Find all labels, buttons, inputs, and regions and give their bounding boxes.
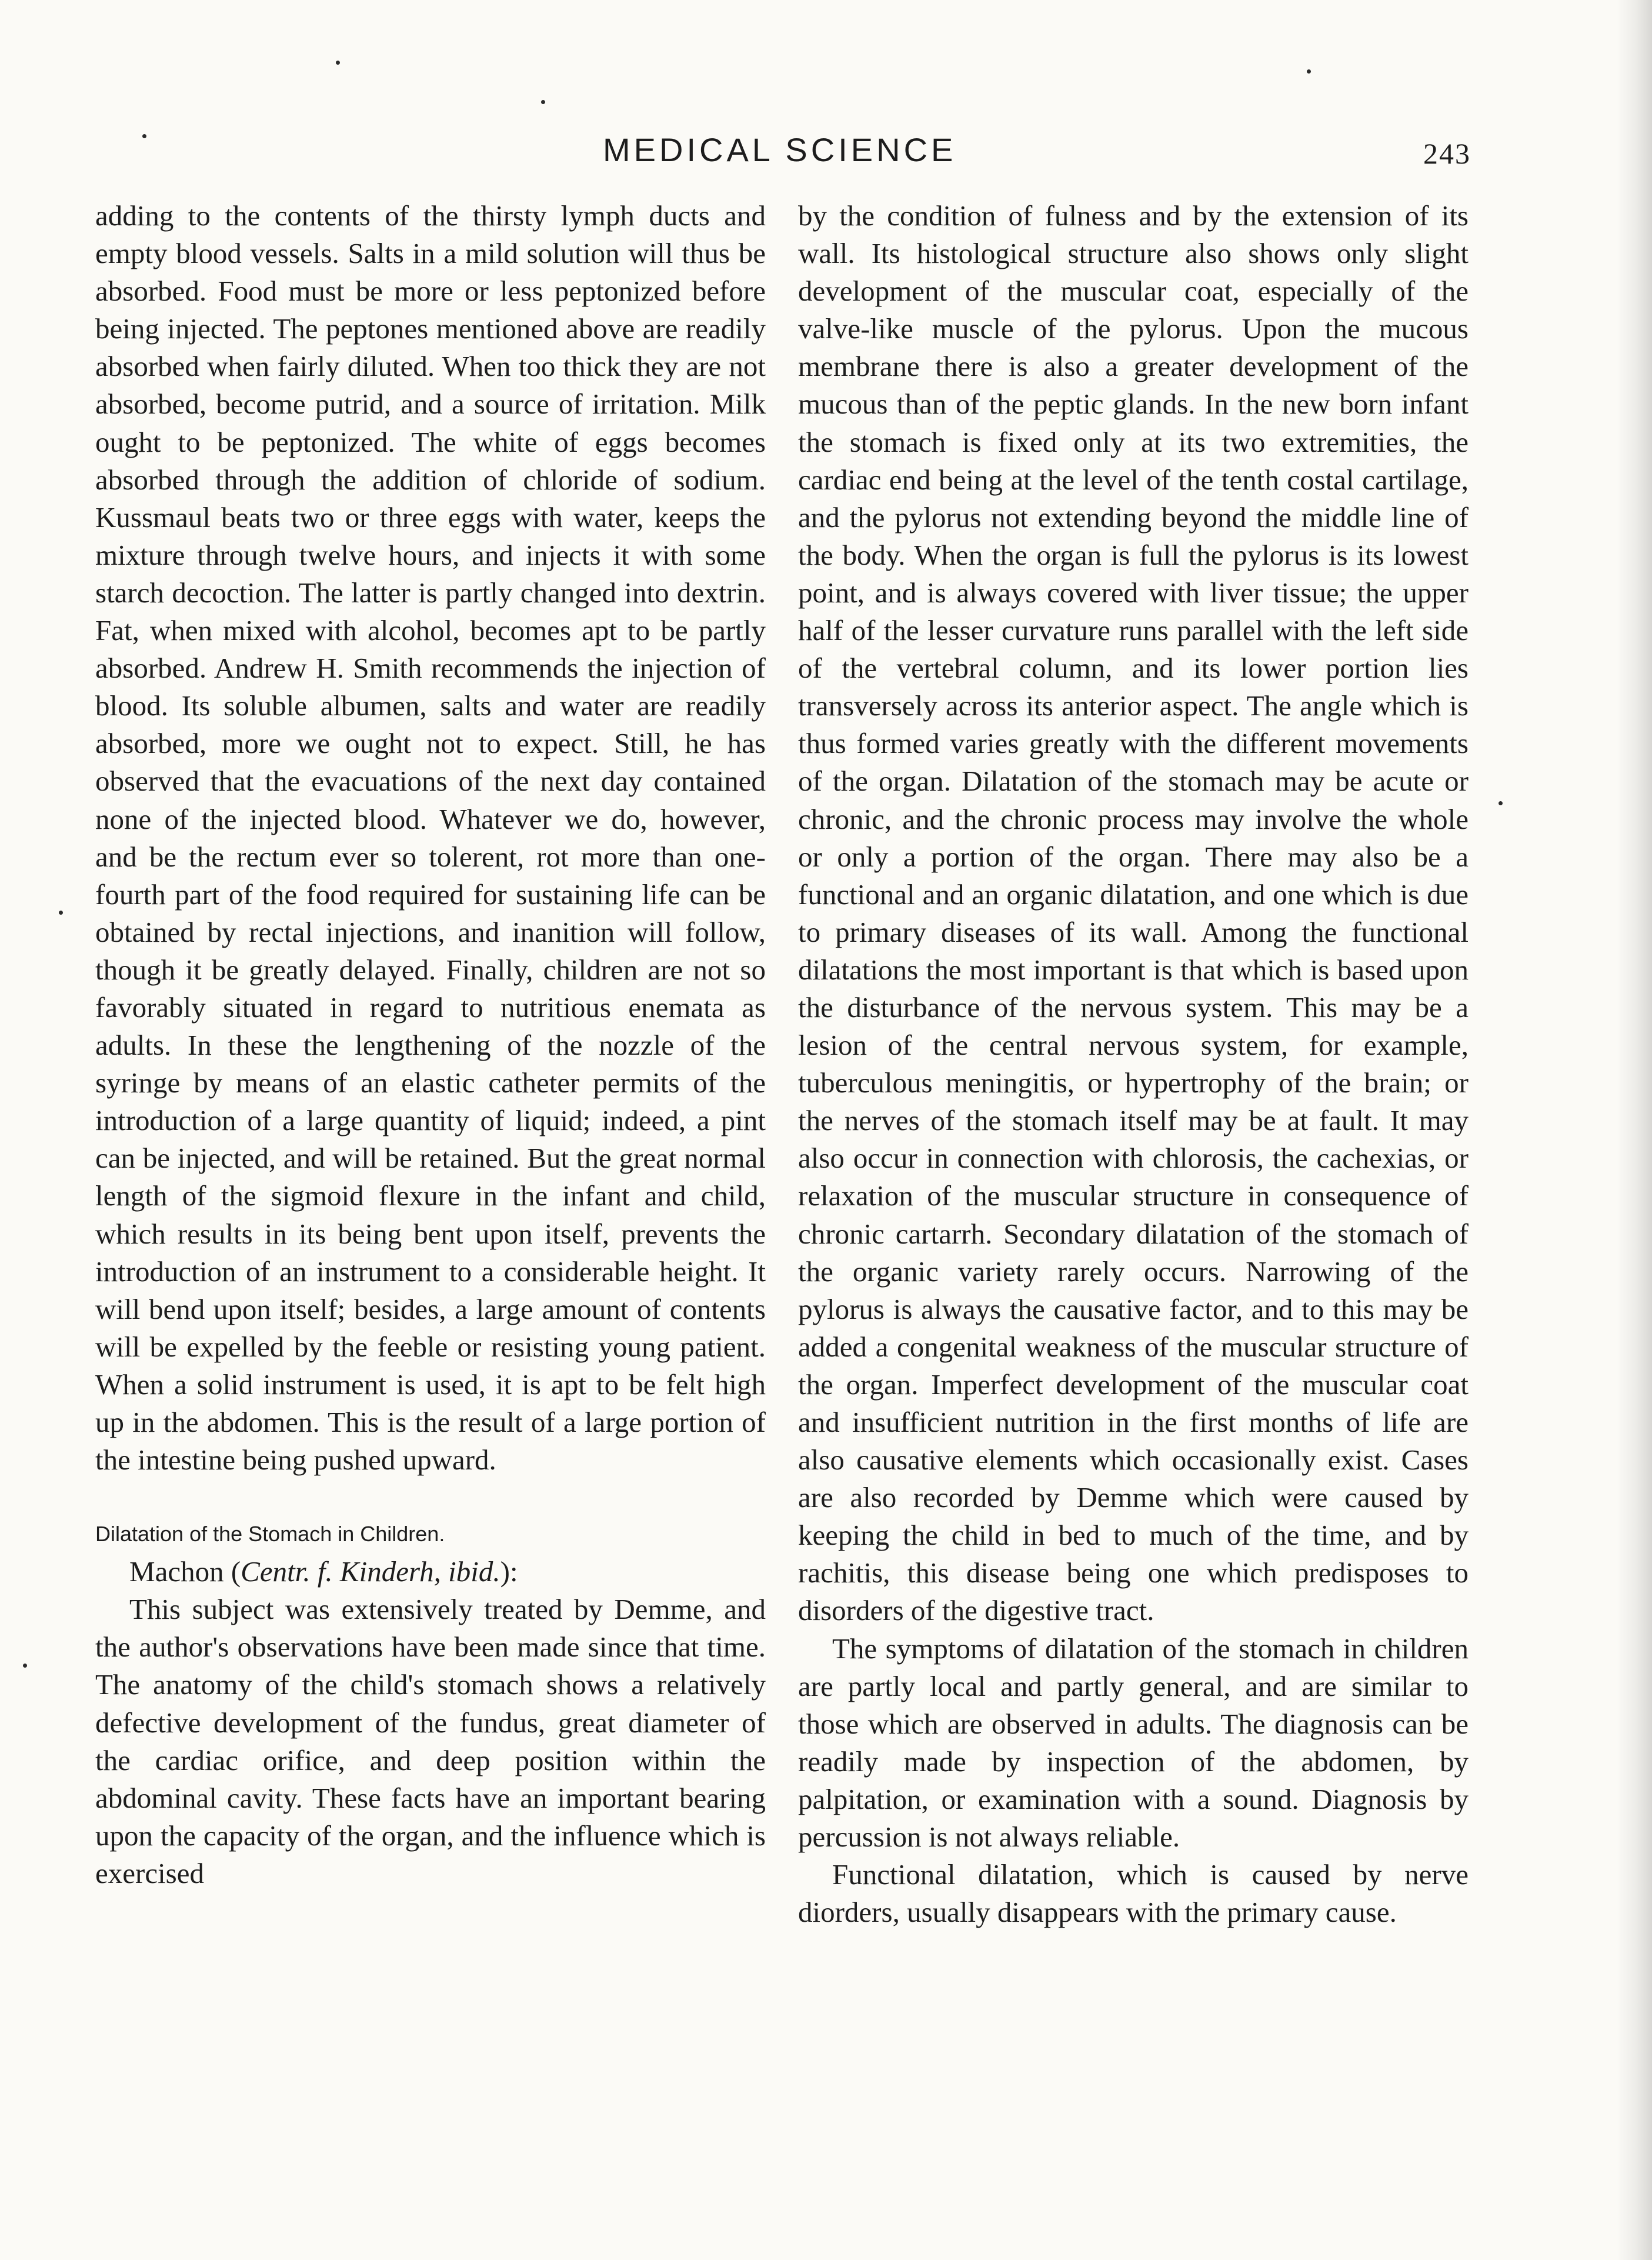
section-heading: Dilatation of the Stomach in Children. — [95, 1522, 445, 1546]
left-column — [95, 197, 766, 1892]
citation-author: Machon ( — [129, 1555, 241, 1588]
running-title: MEDICAL SCIENCE — [603, 131, 957, 168]
left-paragraph-1: adding to the contents of the thirsty lymph ducts and empty blood vessels. Salts in a mild solution will thus be absorbed. Food must be more or less peptonized before being injected. The peptones mentioned above are readily absorbed when fairly diluted. When too thick they are not absorbed, become putrid, and a source of irritation. Milk ought to be peptonized. The white of eggs becomes absorbed through the addition of chloride of sodium. Kussmaul beats two or three eggs with water, keeps the mixture through twelve hours, and injects it with some starch decoction. The latter is partly changed into dextrin. Fat, when mixed with alcohol, becomes apt to be partly absorbed. Andrew H. Smith recommends the injection of blood. Its soluble albumen, salts and water are readily absorbed, more we ought not to expect. Still, he has observed that the evacuations of the next day contained none of the injected blood. Whatever we do, however, and be the rectum ever so tolerent, rot more than one-fourth part of the food required for sustaining life can be obtained by rectal injections, and inanition will follow, though it be greatly delayed. Finally, children are not so favorably situated in regard to nutritious enemata as adults. In these the lengthening of the nozzle of the syringe by means of an elastic catheter permits of the introduction of a large quantity of liquid; indeed, a pint can be injected, and will be retained. But the great normal length of the sigmoid flexure in the infant and child, which results in its being bent upon itself, prevents the introduction of an instrument to a considerable height. It will bend upon itself; besides, a large amount of contents will be expelled by the feeble or resisting young patient. When a solid instrument is used, it is apt to be felt high up in the abdomen. This is the result of a large portion of the intestine being pushed upward. — [95, 199, 766, 1476]
print-speck — [1307, 69, 1311, 74]
page-edge-shadow — [1617, 0, 1652, 2260]
print-speck — [142, 134, 146, 138]
citation-line — [95, 1553, 766, 1591]
right-paragraph-2: The symptoms of dilatation of the stomach in children are partly local and partly general, and are similar to those which are observed in adults. The diagnosis can be readily made by inspection of the abdomen, by palpitation, or examination with a sound. Diagnosis by percussion is not always reliable. — [798, 1632, 1469, 1854]
page-number: 243 — [1423, 137, 1471, 170]
print-speck — [1499, 801, 1503, 805]
print-speck — [59, 911, 63, 915]
left-paragraph-2: This subject was extensively treated by Demme, and the author's observations have been made since that time. The anatomy of the child's stomach shows a relatively defective development of the fundus, great diameter of the cardiac orifice, and deep position within the abdominal cavity. These facts have an important bearing upon the capacity of the organ, and the influence which is exercised — [95, 1593, 766, 1889]
print-speck — [23, 1664, 27, 1668]
print-speck — [336, 61, 340, 65]
right-paragraph-3: Functional dilatation, which is caused by nerve diorders, usually disappears with the primary cause. — [798, 1858, 1469, 1929]
citation-end: ): — [500, 1555, 518, 1588]
citation-source: Centr. f. Kinderh, ibid. — [241, 1555, 500, 1588]
right-paragraph-1: by the condition of fulness and by the extension of its wall. Its histological structure also shows only slight development of the muscular coat, especially of the valve-like muscle of the pylorus. Upon the mucous membrane there is also a greater development of the mucous than of the peptic glands. In the new born infant the stomach is fixed only at its two extremities, the cardiac end being at the level of the tenth costal cartilage, and the pylorus not extending beyond the middle line of the body. When the organ is full the pylorus is its lowest point, and is always covered with liver tissue; the upper half of the lesser curvature runs parallel with the left side of the vertebral column, and its lower portion lies transversely across its anterior aspect. The angle which is thus formed varies greatly with the different movements of the organ. Dilatation of the stomach may be acute or chronic, and the chronic process may involve the whole or only a portion of the organ. There may also be a functional and an organic dilatation, and one which is due to primary diseases of its wall. Among the functional dilatations the most important is that which is based upon the disturbance of the nervous system. This may be a lesion of the central nervous system, for example, tuberculous meningitis, or hypertrophy of the brain; or the nerves of the stomach itself may be at fault. It may also occur in connection with chlorosis, the cachexias, or relaxation of the muscular structure in consequence of chronic cartarrh. Secondary dilatation of the stomach of the organic variety rarely occurs. Narrowing of the pylorus is always the causative factor, and to this may be added a congenital weakness of the muscular structure of the organ. Imperfect development of the muscular coat and insufficient nutrition in the first months of life are also causative elements which occasionally exist. Cases are also recorded by Demme which were caused by keeping the child in bed to much of the time, and by rachitis, this disease being one which predisposes to disorders of the digestive tract. — [798, 199, 1469, 1627]
print-speck — [541, 100, 545, 104]
page-header — [0, 131, 1652, 172]
right-column — [798, 197, 1469, 1931]
